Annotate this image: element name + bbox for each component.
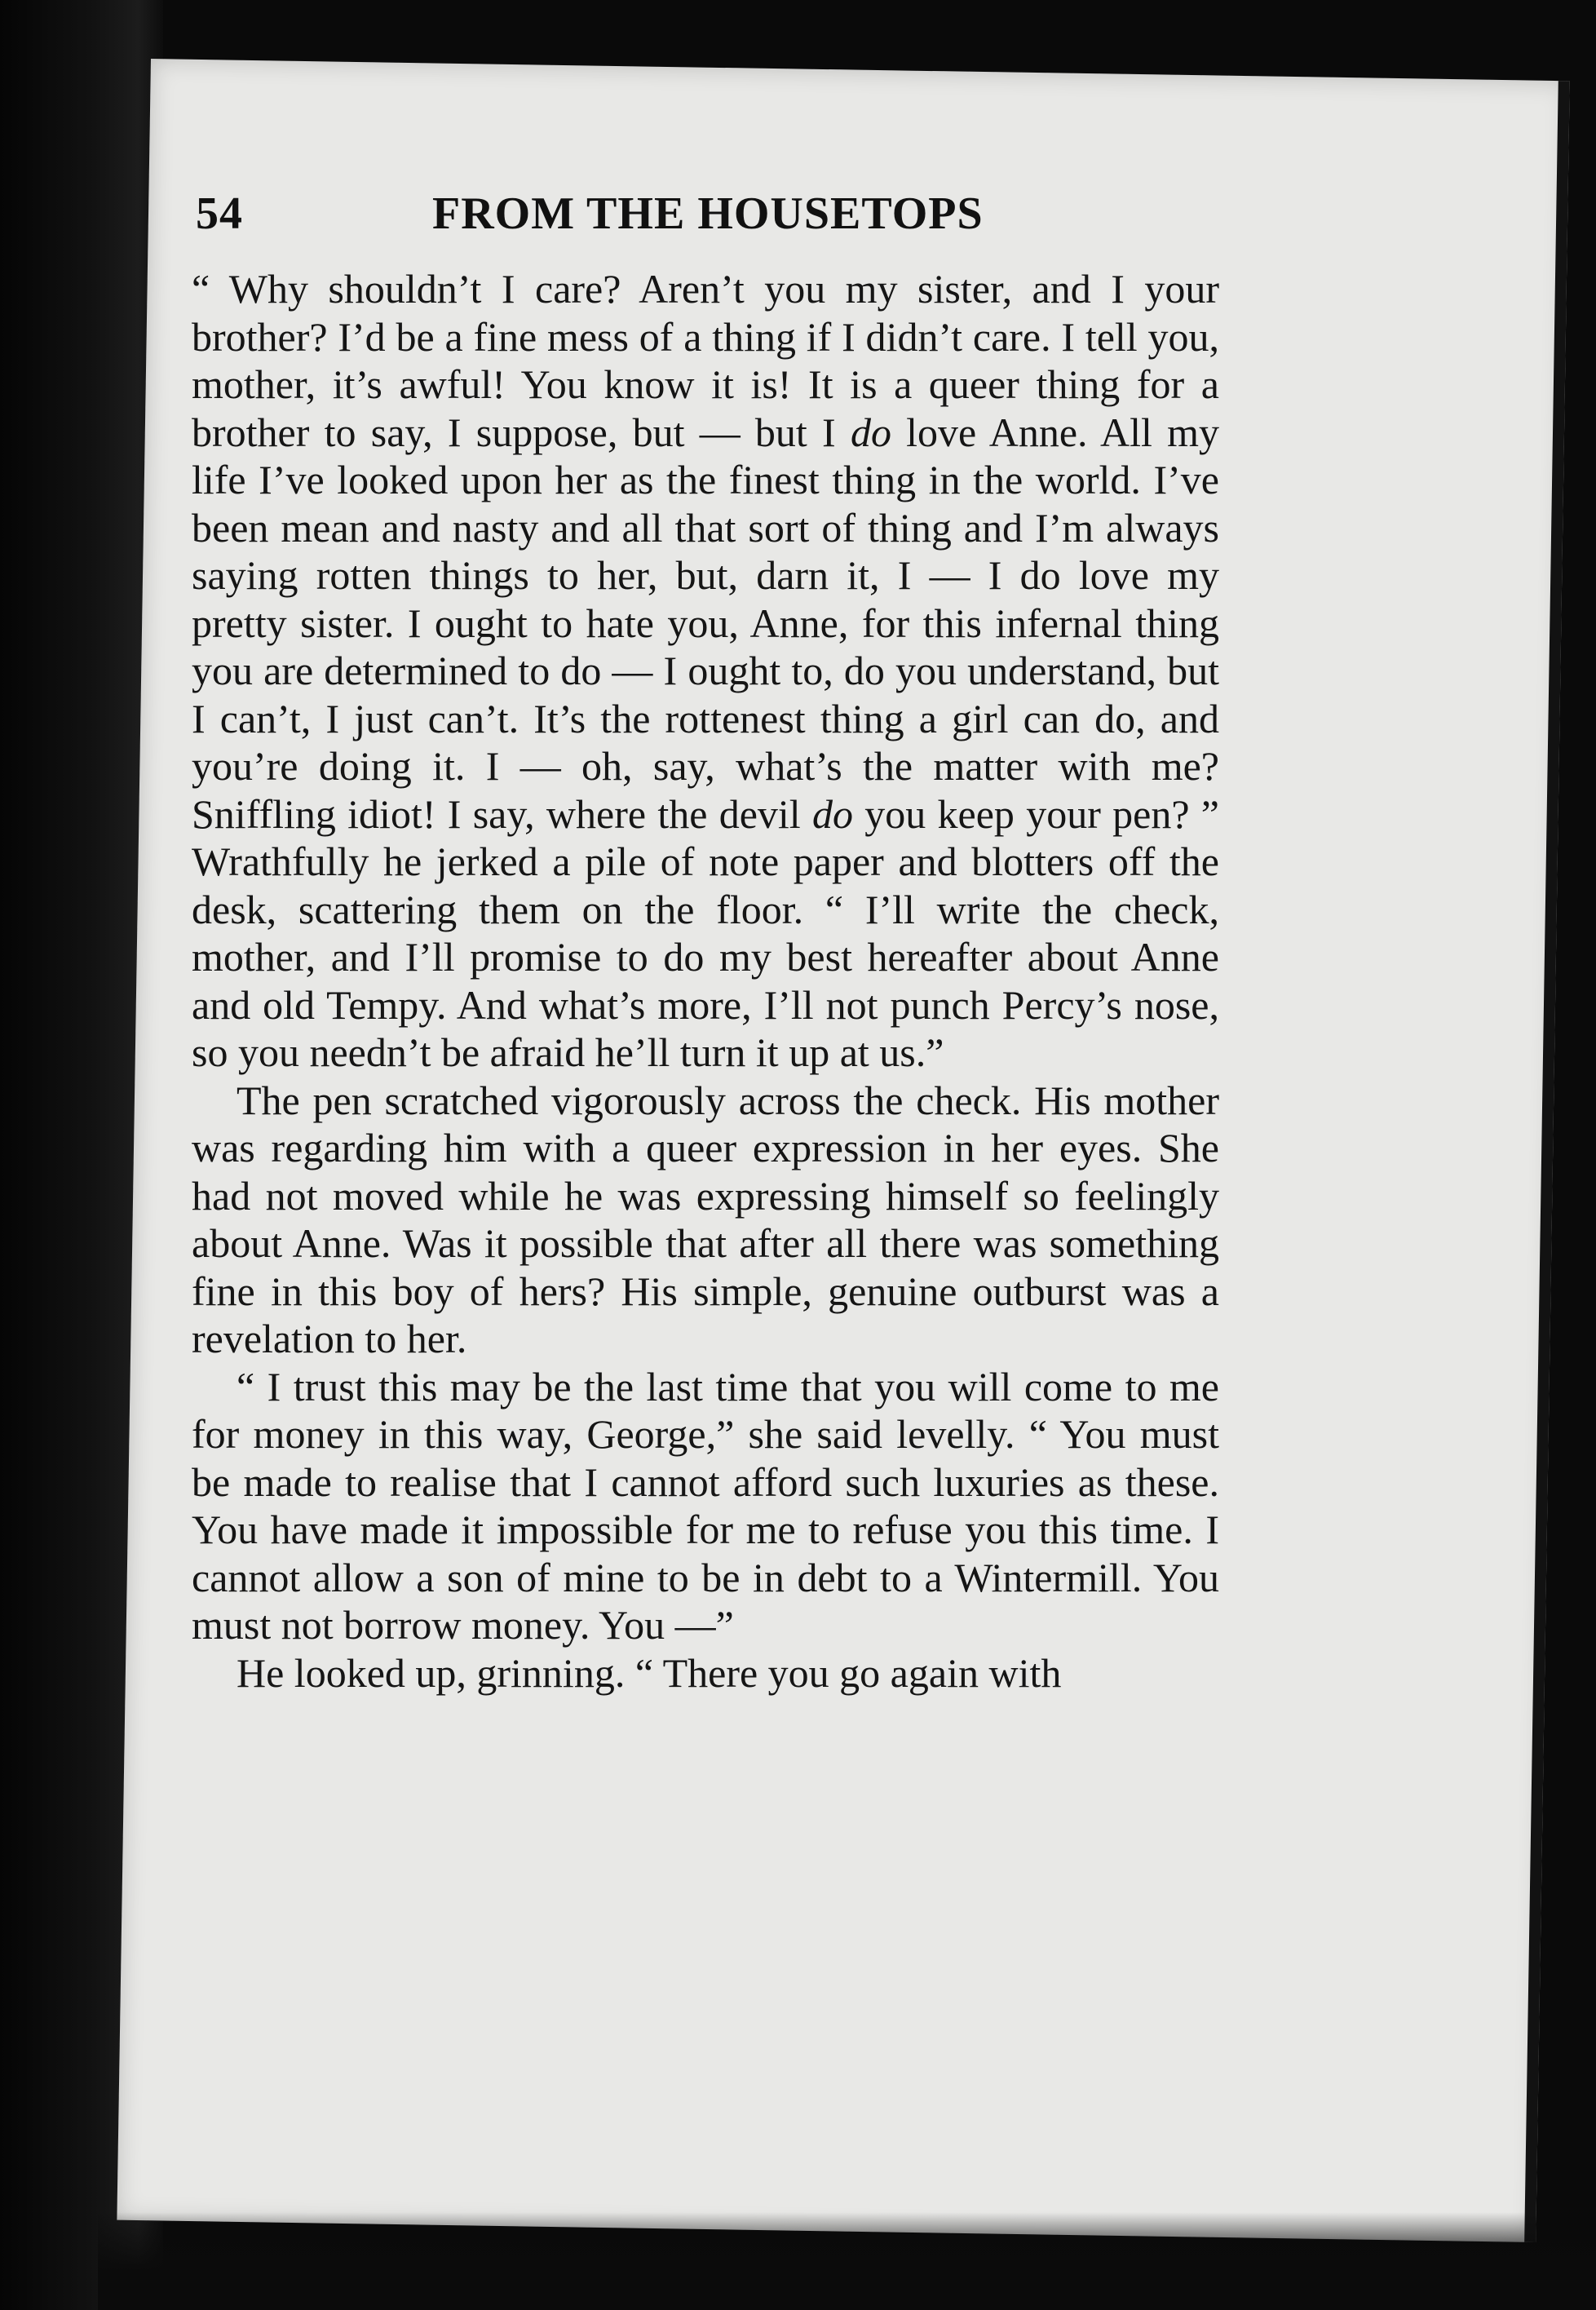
- text-segment: “ I trust this may be the last time that you will come to me for money in this way, George,” she said levelly. “ You must be made to realise that I cannot afford such luxuries as these. You have made it impossible for me to refuse you this time. I cannot allow a son of mine to be in debt to a Wintermill. You must not borrow money. You —”: [192, 1363, 1219, 1648]
- paragraph-1: [192, 265, 1219, 1077]
- text-segment: The pen scratched vigorously across the check. His mother was regarding him with a queer expression in her eyes. She had not moved while he was expressing himself so feelingly about Anne. Was it possible that after all there was something fine in this boy of hers? His simple, genuine outburst was a revelation to her.: [192, 1077, 1219, 1361]
- text-segment: love Anne. All my life I’ve looked upon her as the finest thing in the world. I’ve been mean and nasty and all that sort of thing and I’m always saying rotten things to her, but, darn it, I — I do love my pretty sister. I ought to hate you, Anne, for this infernal thing you are determined to do — I ought to, do you understand, but I can’t, I just can’t. It’s the rottenest thing a girl can do, and you’re doing it. I — oh, say, what’s the matter with me? Sniffling idiot! I say, where the devil: [192, 409, 1220, 837]
- body-text: [192, 265, 1219, 1697]
- emphasis-do: do: [811, 790, 853, 837]
- paragraph-2: [192, 1077, 1219, 1363]
- text-segment: you keep your pen? ” Wrathfully he jerked a pile of note paper and blotters off the desk, scattering them on the floor. “ I’ll write the check, mother, and I’ll promise to do my best hereafter about Anne and old Tempy. And what’s more, I’ll not punch Percy’s nose, so you needn’t be afraid he’ll turn it up at us.”: [192, 790, 1219, 1075]
- page-number: 54: [196, 188, 243, 239]
- bottom-shadow: [98, 2212, 1596, 2310]
- running-title: FROM THE HOUSETOPS: [432, 188, 984, 239]
- paragraph-3: [192, 1363, 1219, 1649]
- page-edge-line: [1524, 81, 1570, 2242]
- text-segment: He looked up, grinning. “ There you go again with: [237, 1649, 1062, 1696]
- text-segment: “ Why shouldn’t I care? Aren’t you my sister, and I your brother? I’d be a fine mess of a thing if I didn’t care. I tell you, mother, it’s awful! You know it is! It is a queer thing for a brother to say, I suppose, but — but I: [192, 266, 1219, 455]
- paragraph-4: [192, 1649, 1219, 1697]
- emphasis-do: do: [850, 409, 891, 455]
